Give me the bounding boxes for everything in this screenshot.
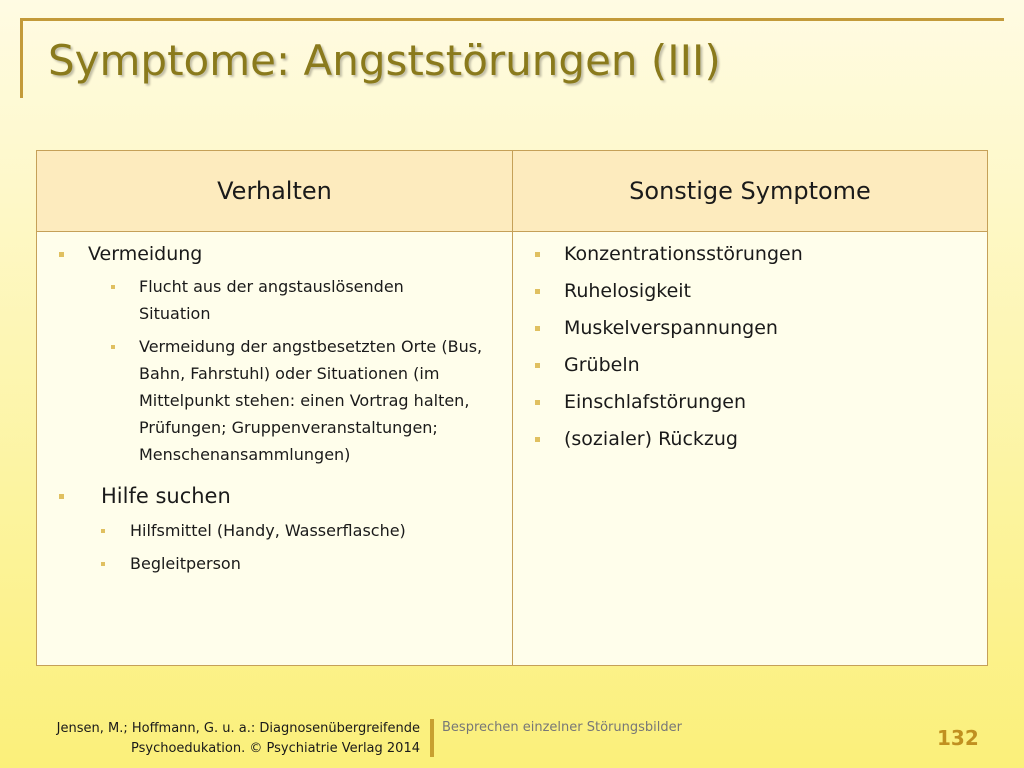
slide-title: Symptome: Angststörungen (III) xyxy=(48,36,721,85)
frame-left-line xyxy=(20,18,23,98)
item-label: Grübeln xyxy=(564,354,640,376)
item-label: Hilfe suchen xyxy=(101,484,231,508)
item-label: Muskelverspannungen xyxy=(564,317,778,339)
frame-top-line xyxy=(20,18,1004,21)
symptom-table xyxy=(36,150,988,666)
item-label: Begleitperson xyxy=(130,554,241,573)
list-item xyxy=(37,550,512,577)
bullet-icon xyxy=(535,437,540,442)
item-label: Hilfsmittel (Handy, Wasserflasche) xyxy=(130,521,406,540)
header-sonstige-symptome: Sonstige Symptome xyxy=(513,151,987,232)
bullet-icon xyxy=(111,285,115,289)
page-number: 132 xyxy=(937,726,979,750)
list-item xyxy=(513,236,987,273)
list-item xyxy=(37,478,512,515)
item-label: Vermeidung xyxy=(88,243,203,265)
bullet-icon xyxy=(535,252,540,257)
bullet-icon xyxy=(535,363,540,368)
citation-line-1: Jensen, M.; Hoffmann, G. u. a.: Diagnosenübergreifende xyxy=(56,721,420,736)
citation-line-2: Psychoedukation. © Psychiatrie Verlag 2014 xyxy=(131,741,420,756)
list-item xyxy=(513,347,987,384)
cell-sonstige-symptome xyxy=(513,232,987,665)
bullet-icon xyxy=(59,494,64,499)
bullet-icon xyxy=(59,252,64,257)
list-item xyxy=(513,310,987,347)
header-verhalten: Verhalten xyxy=(37,151,513,232)
list-item xyxy=(37,236,512,273)
list-item xyxy=(37,333,509,468)
list-item xyxy=(37,517,512,544)
bullet-icon xyxy=(535,326,540,331)
cell-verhalten xyxy=(37,232,513,665)
verhalten-list xyxy=(37,232,512,577)
symptome-list xyxy=(513,232,987,458)
list-item xyxy=(513,273,987,310)
bullet-icon xyxy=(535,400,540,405)
list-item xyxy=(37,273,479,327)
list-item xyxy=(513,384,987,421)
list-item xyxy=(513,421,987,458)
item-label: Ruhelosigkeit xyxy=(564,280,692,302)
bullet-icon xyxy=(101,529,105,533)
footer-separator xyxy=(430,719,434,757)
bullet-icon xyxy=(101,562,105,566)
item-label: (sozialer) Rückzug xyxy=(564,428,738,450)
bullet-icon xyxy=(111,345,115,349)
item-label: Konzentrationsstörungen xyxy=(564,243,803,265)
item-label: Flucht aus der angstauslösenden Situation xyxy=(139,277,404,323)
item-label: Vermeidung der angstbesetzten Orte (Bus, Bahn, Fahrstuhl) oder Situationen (im Mittelpunkt stehen: einen Vortrag halten, Prüfungen; Gruppenveranstaltungen; Menschenansammlungen) xyxy=(139,337,483,464)
item-label: Einschlafstörungen xyxy=(564,391,746,413)
footer-topic: Besprechen einzelner Störungsbilder xyxy=(442,720,682,735)
bullet-icon xyxy=(535,289,540,294)
footer-citation xyxy=(40,719,420,759)
